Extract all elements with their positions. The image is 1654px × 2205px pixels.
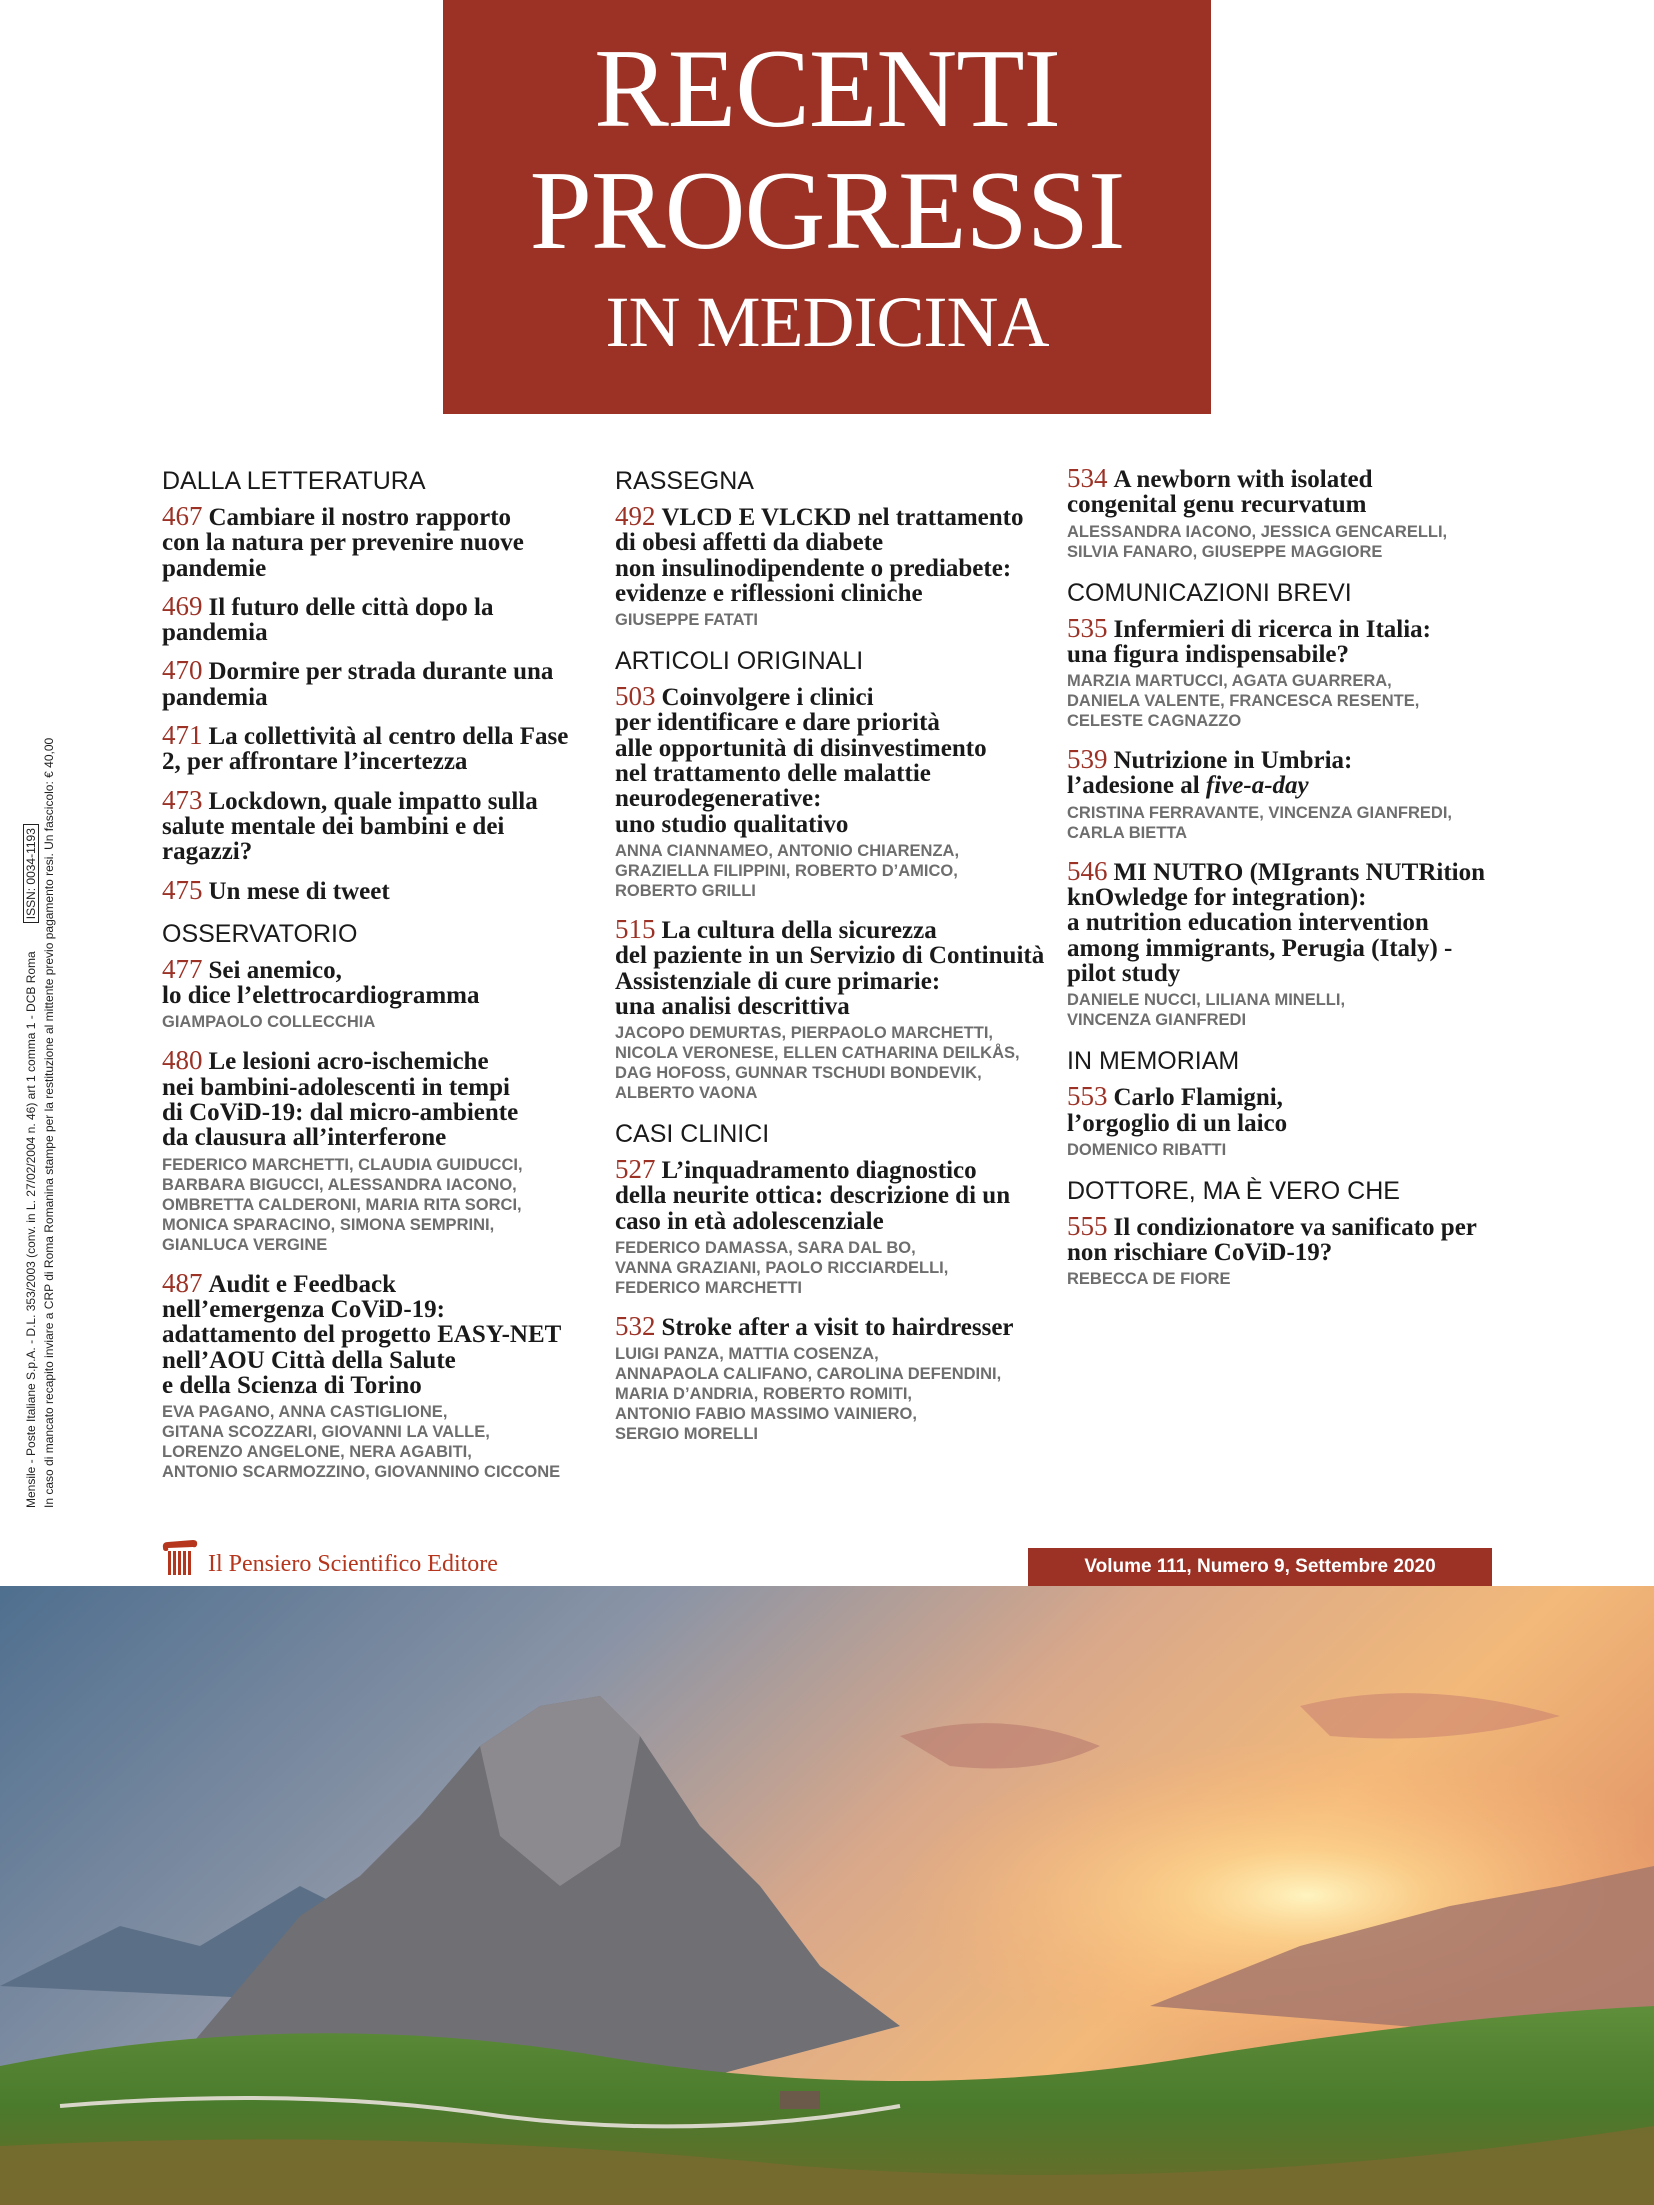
article-title: VLCD E VLCKD nel trattamento di obesi affetti da diabete non insulinodipendente o prediabete: evidenze e riflessioni cliniche [615,504,1024,607]
toc-entry-title-block [162,501,602,582]
toc-entry-title-block [615,681,1055,838]
toc-column-2 [615,466,1055,1460]
toc-entry [162,953,602,1033]
page-number: 480 [162,1045,203,1076]
toc-entry [1067,463,1507,562]
page-number: 467 [162,501,203,531]
section-heading: DALLA LETTERATURA [162,467,426,495]
cover-photo-mountain-landscape [0,1586,1654,2205]
toc-entry [615,1154,1055,1298]
toc-entry-title-block [162,590,602,647]
toc-entry-title-block [1067,463,1507,519]
toc-entry-title-block [1067,744,1507,800]
article-title: Cambiare il nostro rapporto con la natura per prevenire nuove pandemie [162,504,524,582]
article-authors: CRISTINA FERRAVANTE, VINCENZA GIANFREDI, CARLA BIETTA [1067,803,1453,842]
postal-info-vertical [22,688,58,1508]
toc-entry-title-block [1067,1210,1507,1267]
section-heading: IN MEMORIAM [1067,1047,1240,1076]
article-authors: LUIGI PANZA, MATTIA COSENZA, ANNAPAOLA CALIFANO, CAROLINA DEFENDINI, MARIA D’ANDRIA, ROBERTO ROMITI, ANTONIO FABIO MASSIMO VAINIERO, SERGIO MORELLI [615,1345,1002,1444]
article-title: Dormire per strada durante una pandemia [162,658,554,711]
issue-banner: Volume 111, Numero 9, Settembre 2020 [1028,1548,1492,1586]
postal-info-line: Mensile - Poste Italiane S.p.A. - D.L. 353/2003 (conv. in L. 27/02/2004 n. 46) art 1 comma 1 - DCB Roma [24,951,38,1508]
toc-entry-title-block [162,953,602,1010]
masthead-title-line: IN MEDICINA [605,282,1049,362]
article-title-italic: five-a-day [1205,772,1309,800]
page-number: 473 [162,784,203,815]
toc-entry [615,501,1055,630]
page-number: 475 [162,874,203,905]
article-title: Le lesioni acro-ischemiche nei bambini-adolescenti in tempi di CoViD-19: dal micro-ambiente da clausura all’interferone [162,1048,519,1152]
toc-column-3 [1067,463,1507,1305]
article-title: A newborn with isolated congenital genu recurvatum [1067,466,1373,519]
toc-entry [615,681,1055,901]
toc-entry [162,655,602,711]
page-number: 492 [615,501,656,531]
toc-entry [1067,855,1507,1030]
article-title: Un mese di tweet [208,877,390,905]
article-authors: REBECCA DE FIORE [1067,1270,1231,1289]
toc-entry [162,1267,602,1482]
page-number: 546 [1067,855,1108,886]
article-title: Infermieri di ricerca in Italia: una figura indispensabile? [1067,615,1432,668]
article-authors: JACOPO DEMURTAS, PIERPAOLO MARCHETTI, NICOLA VERONESE, ELLEN CATHARINA DEILKÅS, DAG HOFOSS, GUNNAR TSCHUDI BONDEVIK, ALBERTO VAONA [615,1024,1020,1103]
article-title: Audit e Feedback nell’emergenza CoViD-19: adattamento del progetto EASY-NET nell’AOU Città della Salute e della Scienza di Torino [162,1270,562,1399]
page-number: 503 [615,681,656,712]
publisher-name: Il Pensiero Scientifico Editore [208,1551,498,1577]
article-authors: EVA PAGANO, ANNA CASTIGLIONE, GITANA SCOZZARI, GIOVANNI LA VALLE, LORENZO ANGELONE, NERA AGABITI, ANTONIO SCARMOZZINO, GIOVANNINO CICCONE [162,1403,561,1482]
article-title: Sei anemico, lo dice l’elettrocardiogramma [162,956,480,1010]
page-number: 539 [1067,744,1108,775]
article-authors: ANNA CIANNAMEO, ANTONIO CHIARENZA, GRAZIELLA FILIPPINI, ROBERTO D’AMICO, ROBERTO GRILLI [615,841,960,900]
page-number: 527 [615,1154,656,1185]
toc-entry [1067,744,1507,843]
page-number: 487 [162,1267,203,1298]
section-heading: DOTTORE, MA È VERO CHE [1067,1176,1400,1205]
toc-entry-title-block [615,1154,1055,1235]
toc-entry [1067,1081,1507,1160]
page-number: 555 [1067,1210,1108,1241]
article-authors: GIUSEPPE FATATI [615,611,759,630]
section-heading: CASI CLINICI [615,1120,770,1149]
article-title: MI NUTRO (MIgrants NUTRition knOwledge for integration): a nutrition education intervention among immigrants, Perugia (Italy) - pilot study [1067,858,1486,987]
article-title: Lockdown, quale impatto sulla salute mentale dei bambini e dei ragazzi? [162,787,538,866]
toc-entry [1067,612,1507,732]
ionic-column-icon [160,1538,200,1578]
article-authors: ALESSANDRA IACONO, JESSICA GENCARELLI, SILVIA FANARO, GIUSEPPE MAGGIORE [1067,522,1448,561]
page-number: 471 [162,720,203,751]
toc-entry-title-block [1067,855,1507,987]
toc-entry [1067,1210,1507,1290]
toc-entry [162,784,602,866]
page-number: 515 [615,913,656,944]
postal-info-line: In caso di mancato recapito inviare a CRP di Roma Romanina stampe per la restituzione al mittente previo pagamento resi. Un fascicolo: € 40,00 [42,737,56,1508]
toc-entry-title-block [162,1267,602,1399]
toc-entry-title-block [162,1045,602,1152]
article-title: Il futuro delle città dopo la pandemia [162,593,494,647]
article-title: Carlo Flamigni, l’orgoglio di un laico [1067,1084,1288,1137]
toc-entry [162,501,602,582]
publisher-logo [160,1538,498,1578]
article-title: La cultura della sicurezza del paziente in un Servizio di Continuità Assistenziale di cure primarie: una analisi descrittiva [615,916,1045,1020]
page-number: 553 [1067,1081,1108,1112]
toc-entry-title-block [615,501,1055,607]
article-authors: DOMENICO RIBATTI [1067,1140,1227,1159]
article-authors: FEDERICO MARCHETTI, CLAUDIA GUIDUCCI, BARBARA BIGUCCI, ALESSANDRA IACONO, OMBRETTA CALDERONI, MARIA RITA SORCI, MONICA SPARACINO, SIMONA SEMPRINI, GIANLUCA VERGINE [162,1155,523,1254]
toc-entry [615,1311,1055,1444]
toc-entry [162,874,602,905]
article-title: La collettività al centro della Fase 2, per affrontare l’incertezza [162,723,569,776]
toc-entry [615,913,1055,1103]
section-heading: COMUNICAZIONI BREVI [1067,578,1352,607]
toc-entry-title-block [615,913,1055,1020]
article-title: Coinvolgere i clinici per identificare e dare priorità alle opportunità di disinvestimento nel trattamento delle malattie neurodegenerative: uno studio qualitativo [615,684,987,838]
article-title: Stroke after a visit to hairdresser [661,1314,1014,1342]
toc-entry-title-block [162,655,602,711]
article-title: Nutrizione in Umbria: l’adesione al [1067,747,1353,800]
toc-entry-title-block [162,784,602,866]
article-authors: MARZIA MARTUCCI, AGATA GUARRERA, DANIELA VALENTE, FRANCESCA RESENTE, CELESTE CAGNAZZO [1067,672,1420,731]
issn-box: ISSN: 0034-1193 [23,824,39,923]
toc-entry-title-block [615,1311,1055,1342]
page-number: 534 [1067,463,1108,493]
toc-entry-title-block [162,874,602,905]
page-number: 470 [162,655,203,686]
page-number: 535 [1067,612,1108,643]
section-heading: RASSEGNA [615,467,754,495]
toc-entry [162,1045,602,1254]
toc-entry-title-block [162,720,602,776]
article-authors: DANIELE NUCCI, LILIANA MINELLI, VINCENZA GIANFREDI [1067,991,1346,1030]
article-authors: GIAMPAOLO COLLECCHIA [162,1013,376,1032]
page-number: 477 [162,953,203,984]
masthead [443,0,1211,414]
article-title: L’inquadramento diagnostico della neurite ottica: descrizione di un caso in età adolescenziale [615,1157,1011,1235]
toc-entry [162,590,602,647]
section-heading: ARTICOLI ORIGINALI [615,647,864,676]
page-number: 532 [615,1311,656,1342]
masthead-title-line: PROGRESSI [529,149,1125,273]
toc-column-1 [162,466,602,1498]
toc-entry-title-block [1067,612,1507,668]
toc-entry [162,720,602,776]
page-number: 469 [162,590,203,621]
masthead-title-line: RECENTI [594,27,1060,151]
section-heading: OSSERVATORIO [162,919,358,948]
article-title: Il condizionatore va sanificato per non rischiare CoViD-19? [1067,1213,1477,1267]
article-authors: FEDERICO DAMASSA, SARA DAL BO, VANNA GRAZIANI, PAOLO RICCIARDELLI, FEDERICO MARCHETTI [615,1239,949,1298]
toc-entry-title-block [1067,1081,1507,1137]
